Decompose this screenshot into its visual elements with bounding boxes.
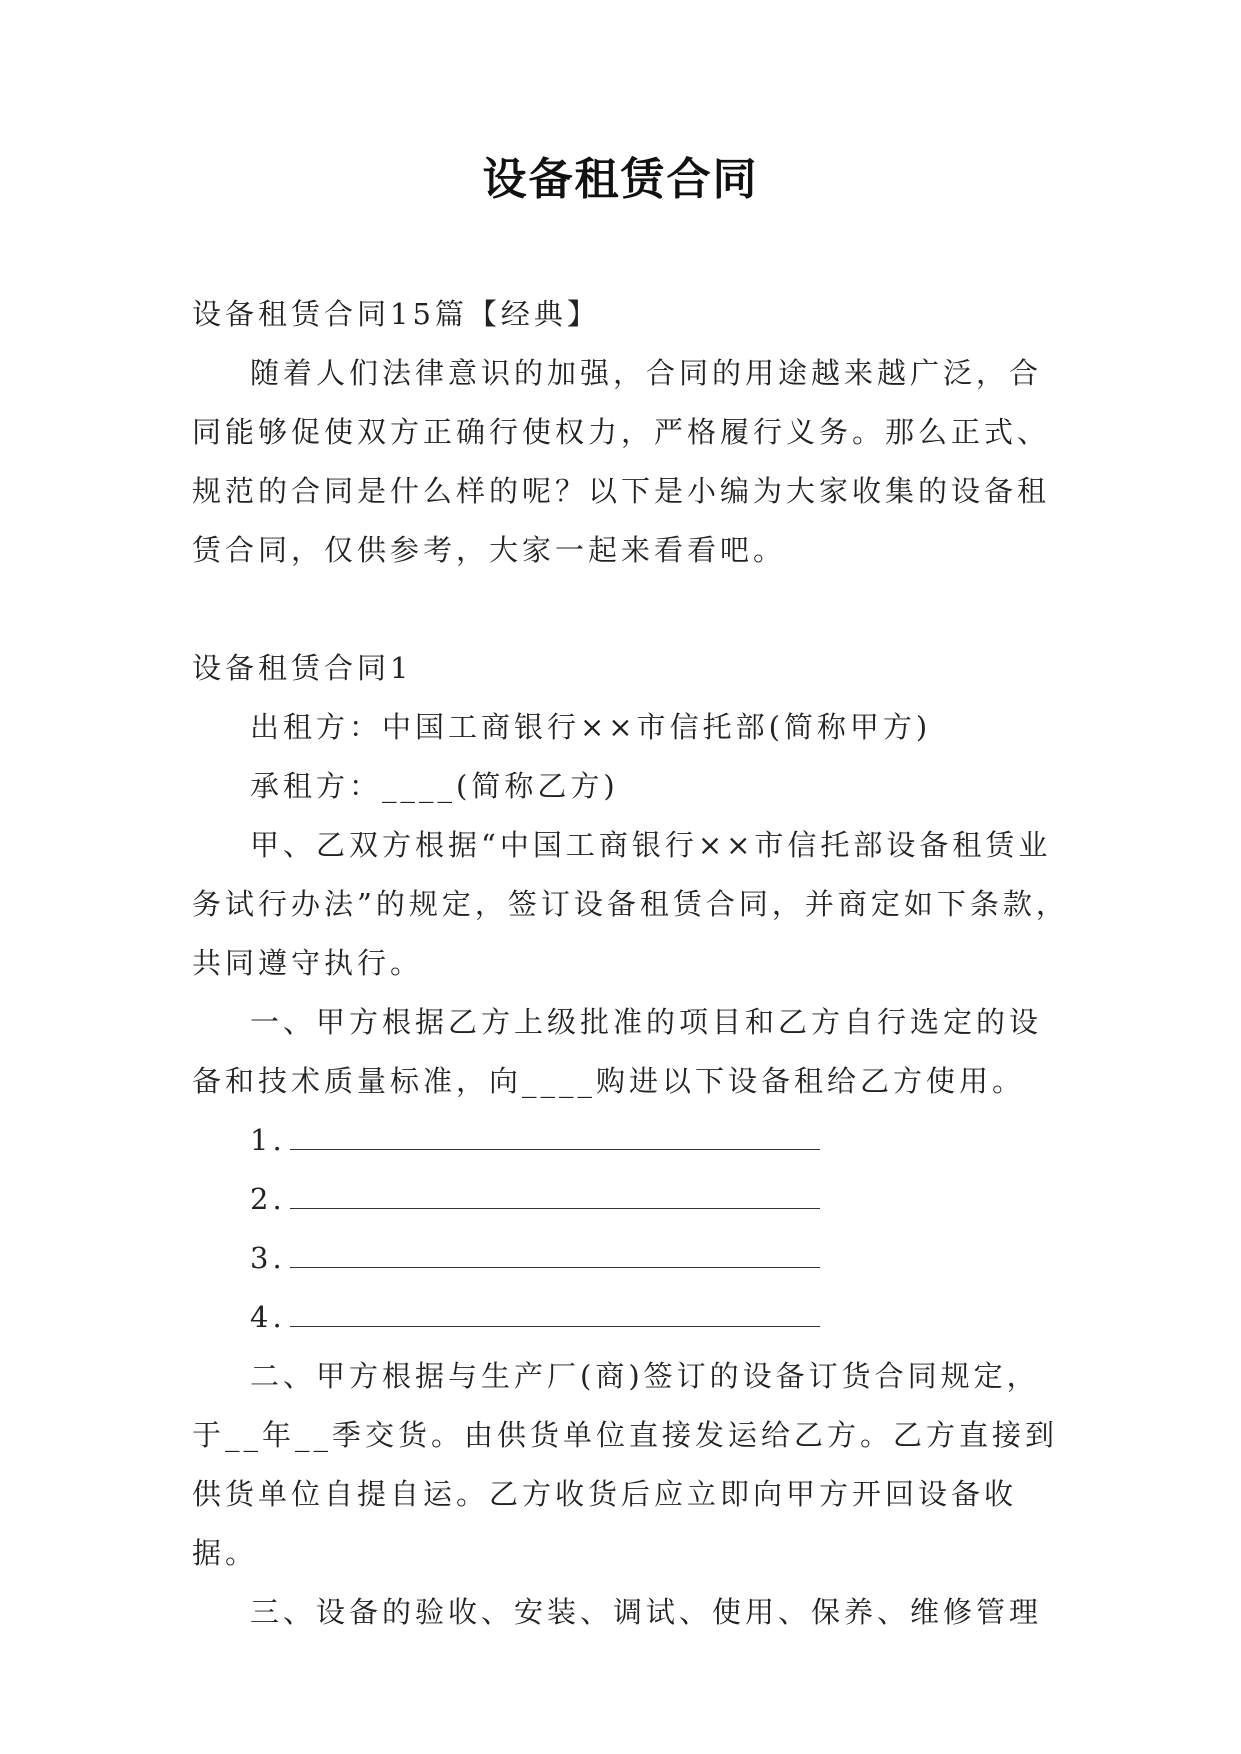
preamble-paragraph: 甲、乙双方根据“中国工商银行××市信托部设备租赁业务试行办法”的规定，签订设备租赁合同，并商定如下条款，共同遵守执行。 (192, 828, 1069, 980)
clause-1: 一、甲方根据乙方上级批准的项目和乙方自行选定的设备和技术质量标准，向____购进以下设备租给乙方使用。 (192, 1005, 1043, 1098)
lessor-line: 出租方：中国工商银行××市信托部(简称甲方) (250, 710, 932, 744)
equipment-item-4 (192, 1288, 1072, 1347)
blank-rule (290, 1125, 820, 1150)
blank-rule (290, 1302, 820, 1327)
blank-rule (290, 1184, 820, 1209)
equipment-item-3 (192, 1229, 1072, 1288)
clause-2: 二、甲方根据与生产厂(商)签订的设备订货合同规定，于__年__季交货。由供货单位直接发运给乙方。乙方直接到供货单位自提自运。乙方收货后应立即向甲方开回设备收据。 (192, 1359, 1059, 1570)
lessee-line: 承租方：____(简称乙方) (250, 769, 619, 803)
item-number: 1. (250, 1123, 286, 1157)
blank-rule (290, 1243, 820, 1268)
equipment-item-2 (192, 1170, 1072, 1229)
document-body (192, 285, 1072, 1642)
item-number: 4. (250, 1300, 286, 1334)
intro-paragraph: 随着人们法律意识的加强，合同的用途越来越广泛，合同能够促使双方正确行使权力，严格履行义务。那么正式、规范的合同是什么样的呢？以下是小编为大家收集的设备租赁合同，仅供参考，大家一起来看看吧。 (192, 356, 1051, 567)
clause-3: 三、设备的验收、安装、调试、使用、保养、维修管理 (250, 1595, 1043, 1629)
item-number: 3. (250, 1241, 286, 1275)
document-title: 设备租赁合同 (482, 154, 759, 205)
equipment-item-1 (192, 1111, 1072, 1170)
document-subtitle: 设备租赁合同15篇【经典】 (192, 297, 600, 331)
item-number: 2. (250, 1182, 286, 1216)
paragraph-gap (192, 580, 1072, 639)
section-heading: 设备租赁合同1 (192, 651, 413, 685)
